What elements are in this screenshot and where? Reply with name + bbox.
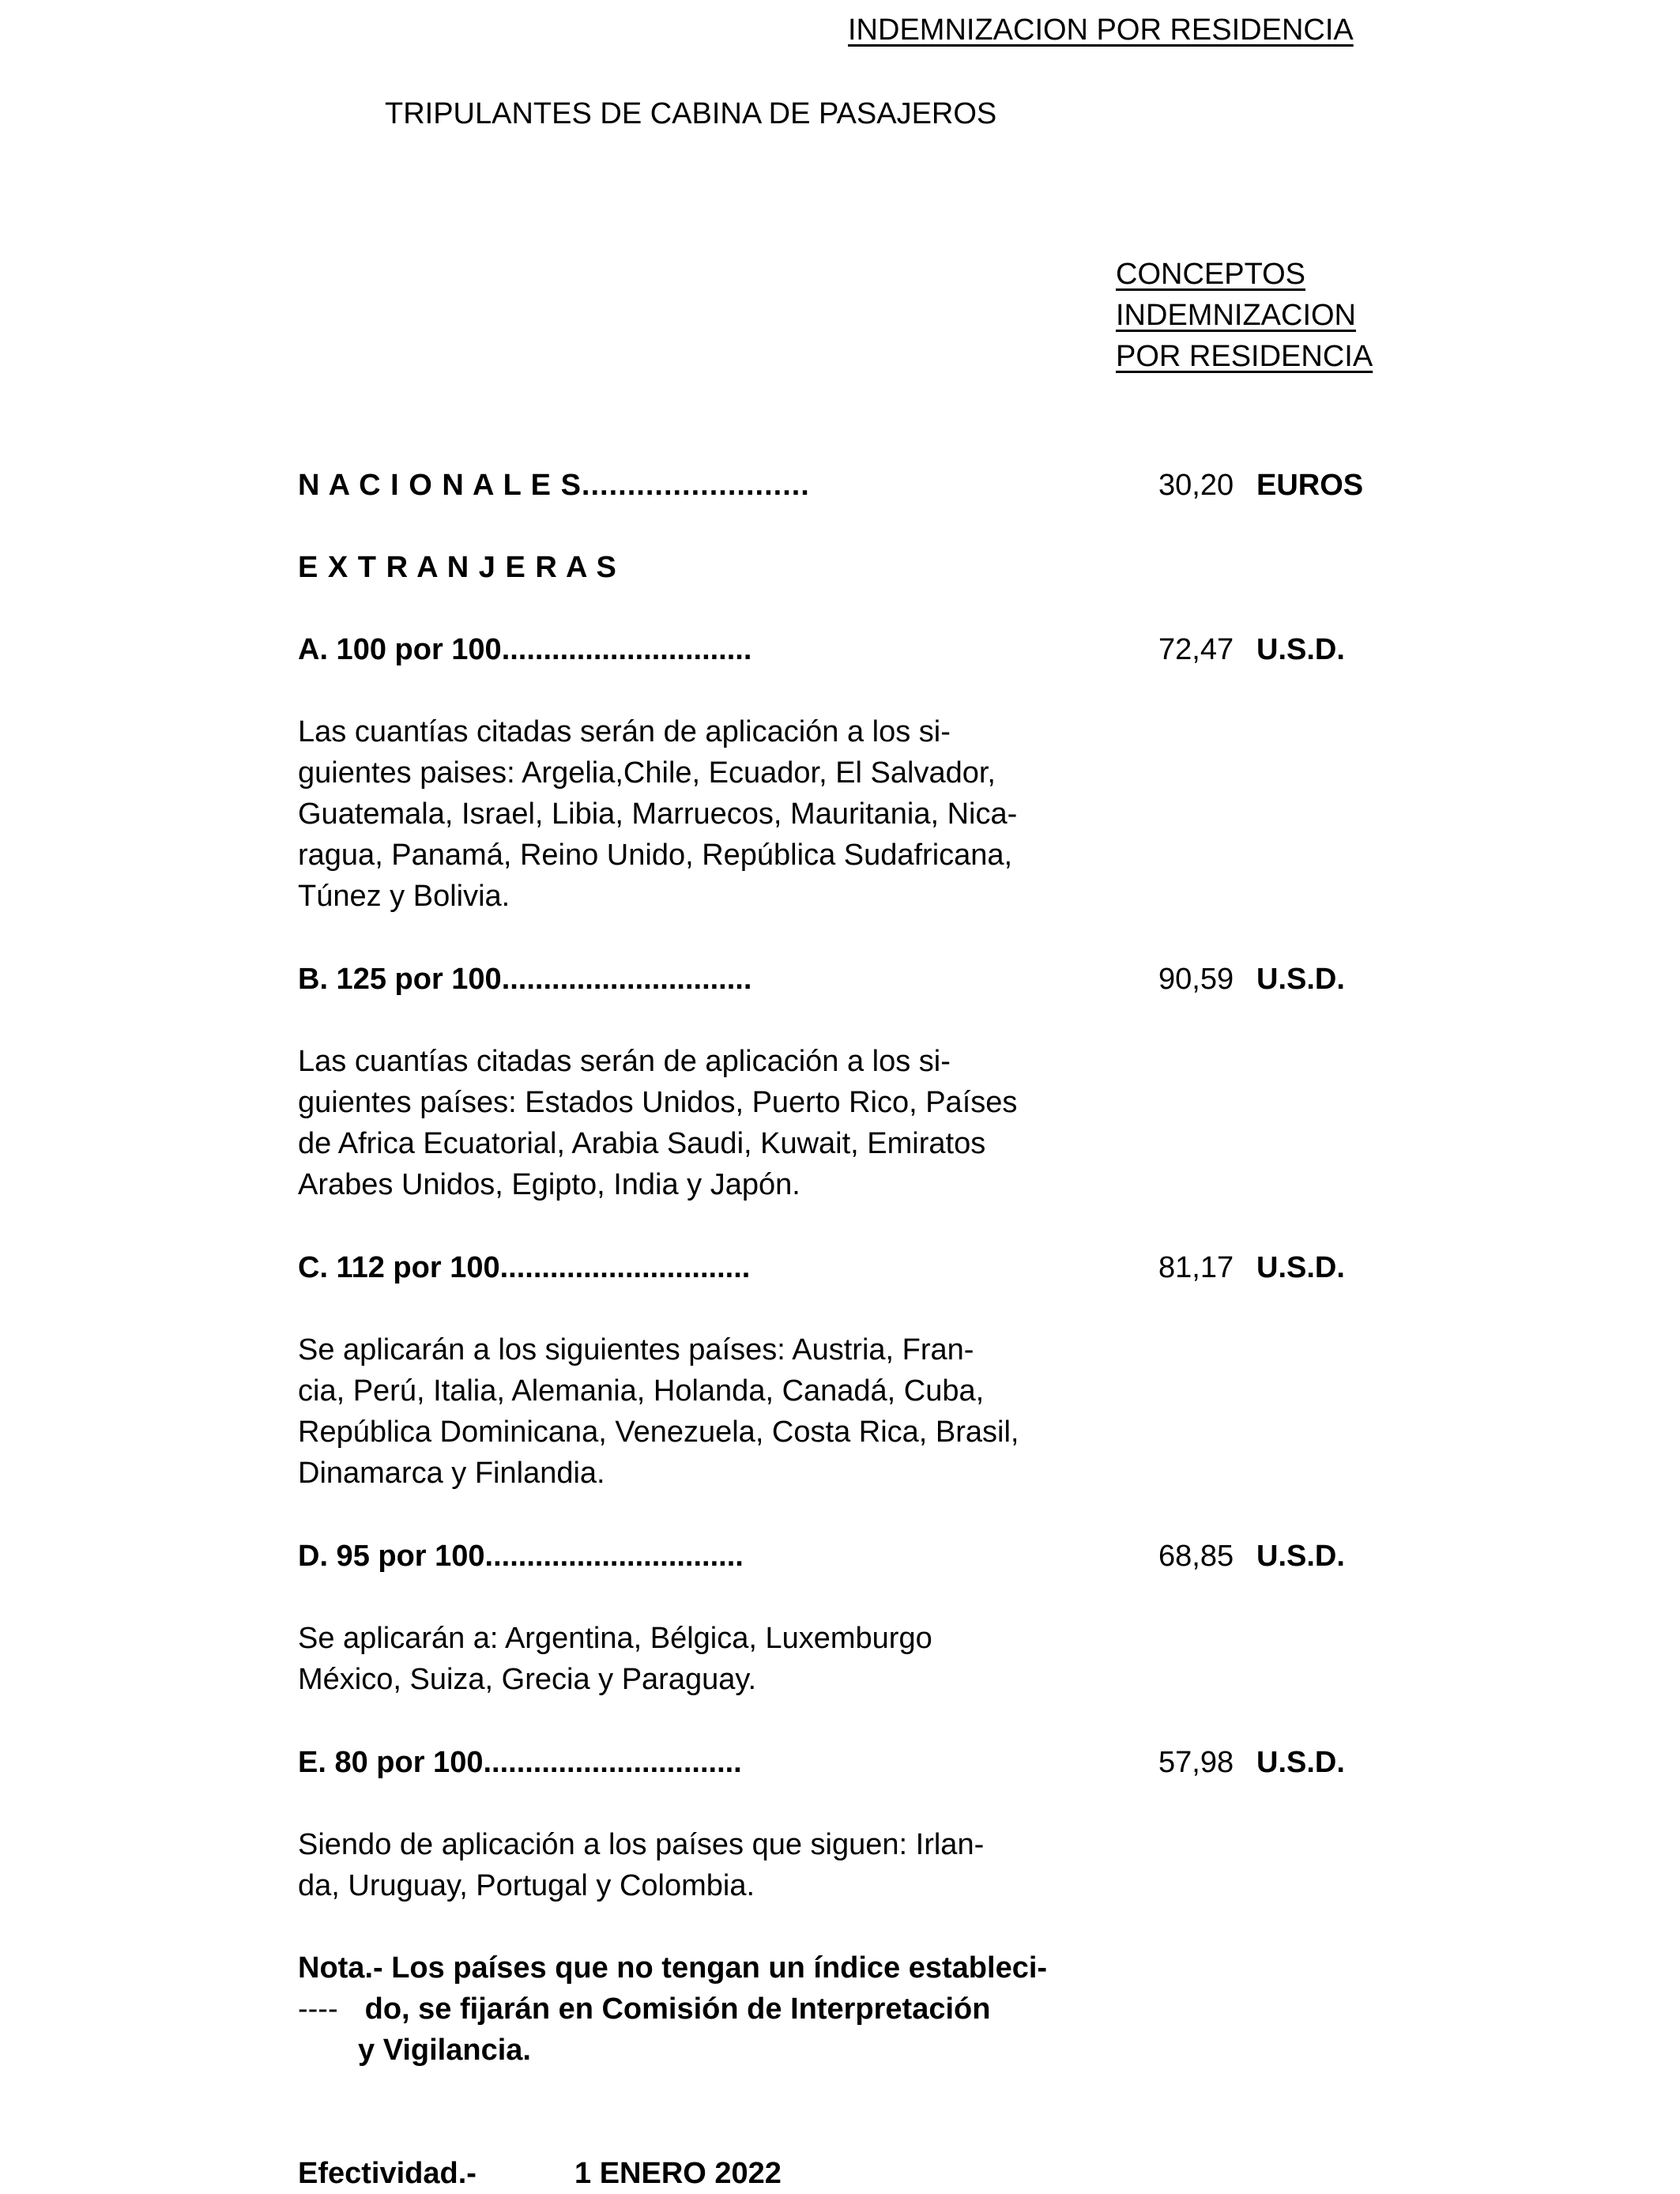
column-header-line1: CONCEPTOS xyxy=(1116,258,1306,291)
page-title: INDEMNIZACION POR RESIDENCIA xyxy=(848,13,1354,47)
group-a-unit: U.S.D. xyxy=(1256,633,1345,666)
note-dashes: ---- xyxy=(298,1992,338,2026)
group-d-unit: U.S.D. xyxy=(1256,1540,1345,1573)
group-a-amount: 72,47 xyxy=(1158,633,1234,666)
group-b-description-line: Las cuantías citadas serán de aplicación a los si- xyxy=(298,1045,951,1078)
group-d-label: D. 95 por 100............................... xyxy=(298,1540,744,1573)
group-b-description-line: Arabes Unidos, Egipto, India y Japón. xyxy=(298,1168,800,1201)
group-b-amount: 90,59 xyxy=(1158,963,1234,996)
group-d-amount: 68,85 xyxy=(1158,1540,1234,1573)
group-d-description-line: Se aplicarán a: Argentina, Bélgica, Luxemburgo xyxy=(298,1622,932,1655)
group-c-amount: 81,17 xyxy=(1158,1251,1234,1284)
note-line2-row xyxy=(298,1989,1047,2030)
column-header-line3: POR RESIDENCIA xyxy=(1116,340,1373,373)
note-line3: y Vigilancia. xyxy=(358,2034,531,2067)
group-c-unit: U.S.D. xyxy=(1256,1251,1345,1284)
group-b-description-line: de Africa Ecuatorial, Arabia Saudi, Kuwait, Emiratos xyxy=(298,1127,986,1160)
group-c-description-line: Se aplicarán a los siguientes países: Austria, Fran- xyxy=(298,1333,974,1367)
group-b-unit: U.S.D. xyxy=(1256,963,1345,996)
group-e-description-line: Siendo de aplicación a los países que siguen: Irlan- xyxy=(298,1828,985,1861)
group-a-label: A. 100 por 100.............................. xyxy=(298,633,752,666)
nacionales-label: N A C I O N A L E S......................... xyxy=(298,469,810,502)
group-c-label: C. 112 por 100.............................. xyxy=(298,1251,751,1284)
group-e-unit: U.S.D. xyxy=(1256,1746,1345,1779)
group-c-description xyxy=(298,1329,1104,1494)
note-line1: Nota.- Los países que no tengan un índice estableci- xyxy=(298,1951,1048,1985)
group-a-description-line: Túnez y Bolivia. xyxy=(298,880,510,913)
nacionales-amount: 30,20 xyxy=(1158,469,1234,502)
group-b-label: B. 125 por 100.............................. xyxy=(298,963,752,996)
group-b-description xyxy=(298,1041,1104,1205)
group-e-amount: 57,98 xyxy=(1158,1746,1234,1779)
group-a-description-line: Las cuantías citadas serán de aplicación a los si- xyxy=(298,715,951,748)
effectivity-label: Efectividad.- xyxy=(298,2157,477,2190)
page-subtitle: TRIPULANTES DE CABINA DE PASAJEROS xyxy=(385,97,997,130)
note xyxy=(298,1947,1047,2071)
group-a-description-line: Guatemala, Israel, Libia, Marruecos, Mauritania, Nica- xyxy=(298,797,1018,831)
note-line2: do, se fijarán en Comisión de Interpretación xyxy=(364,1992,991,2026)
group-c-description-line: República Dominicana, Venezuela, Costa Rica, Brasil, xyxy=(298,1416,1019,1449)
group-c-description-line: Dinamarca y Finlandia. xyxy=(298,1457,605,1490)
column-header-line2: INDEMNIZACION xyxy=(1116,299,1356,332)
group-e-description xyxy=(298,1824,1104,1906)
effectivity-date: 1 ENERO 2022 xyxy=(574,2157,782,2190)
group-d-description-line: México, Suiza, Grecia y Paraguay. xyxy=(298,1663,757,1696)
group-b-description-line: guientes países: Estados Unidos, Puerto Rico, Países xyxy=(298,1086,1018,1119)
group-a-description-line: ragua, Panamá, Reino Unido, República Sudafricana, xyxy=(298,839,1013,872)
group-d-description xyxy=(298,1618,1104,1700)
nacionales-unit: EUROS xyxy=(1256,469,1364,502)
group-a-description xyxy=(298,711,1104,917)
group-c-description-line: cia, Perú, Italia, Alemania, Holanda, Canadá, Cuba, xyxy=(298,1374,985,1408)
column-header xyxy=(1116,254,1373,377)
group-e-label: E. 80 por 100............................... xyxy=(298,1746,742,1779)
group-e-description-line: da, Uruguay, Portugal y Colombia. xyxy=(298,1869,755,1902)
group-a-description-line: guientes paises: Argelia,Chile, Ecuador, El Salvador, xyxy=(298,756,996,790)
extranjeras-label: E X T R A N J E R A S xyxy=(298,551,617,584)
